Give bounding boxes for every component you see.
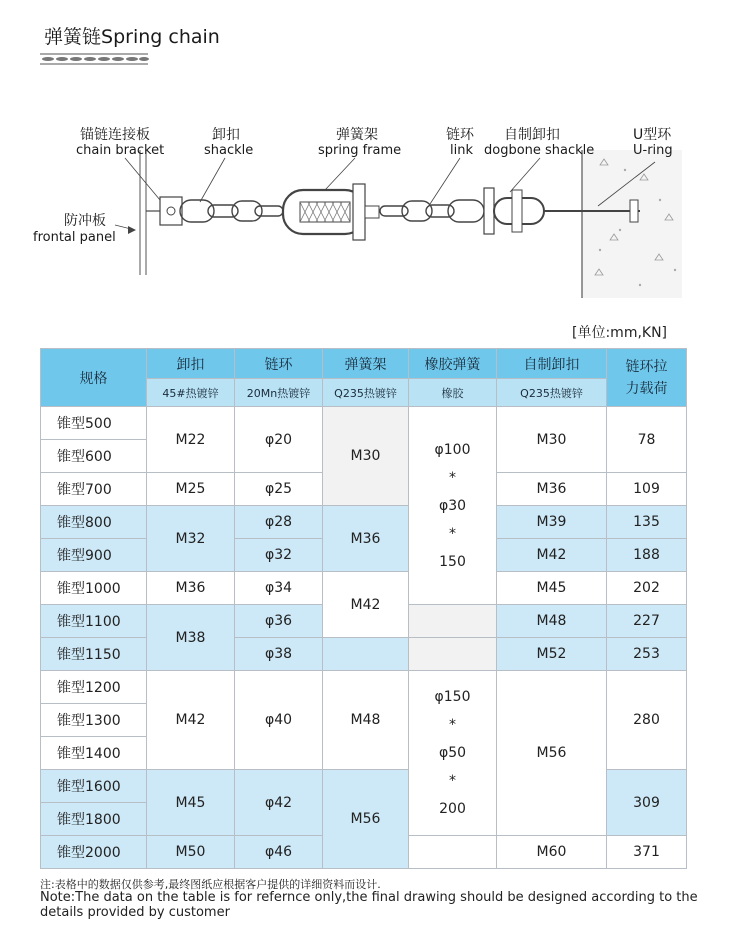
load-cell: 109	[607, 473, 687, 506]
label-dogbone-en: dogbone shackle	[484, 143, 595, 158]
spec-cell: 锥型700	[41, 473, 147, 506]
dogbone-cell: M60	[497, 836, 607, 869]
link-cell: φ32	[235, 539, 323, 572]
spec-cell: 锥型1100	[41, 605, 147, 638]
table-row	[41, 671, 687, 704]
spec-cell: 锥型800	[41, 506, 147, 539]
rubber-value: φ100	[434, 441, 471, 458]
link-cell: φ25	[235, 473, 323, 506]
subheader-shackle: 45#热镀锌	[147, 379, 235, 407]
rubber-blank	[409, 605, 497, 638]
dogbone-cell: M39	[497, 506, 607, 539]
title-cn: 弹簧链	[44, 26, 102, 48]
note-en: Note:The data on the table is for refernce only,the final drawing should be designed according to the details provided by customer	[40, 890, 698, 920]
link-cell: φ34	[235, 572, 323, 605]
link-cell: φ40	[235, 671, 323, 770]
label-shackle-cn: 卸扣	[212, 127, 240, 143]
note-cn: 注:表格中的数据仅供参考,最终图纸应根据客户提供的详细资料而设计.	[40, 878, 381, 891]
spring-frame-cell: M30	[323, 407, 409, 506]
rubber-value: φ150	[434, 689, 471, 705]
shackle-cell: M42	[147, 671, 235, 770]
label-spring-frame-cn: 弹簧架	[336, 127, 378, 143]
load-cell: 202	[607, 572, 687, 605]
dogbone-cell: M42	[497, 539, 607, 572]
header-dogbone: 自制卸扣	[497, 349, 607, 379]
spec-cell: 锥型900	[41, 539, 147, 572]
spec-cell: 锥型1400	[41, 737, 147, 770]
load-cell: 188	[607, 539, 687, 572]
link-cell: φ20	[235, 407, 323, 473]
rubber-cell	[409, 671, 497, 836]
load-cell: 135	[607, 506, 687, 539]
spring-frame-cell: M56	[323, 770, 409, 869]
shackle-cell: M50	[147, 836, 235, 869]
unit-note: [单位:mm,KN]	[572, 325, 668, 341]
label-frontal-en: frontal panel	[33, 230, 116, 245]
link-cell: φ46	[235, 836, 323, 869]
dogbone-shackle	[484, 188, 544, 234]
label-dogbone-cn: 自制卸扣	[504, 127, 560, 143]
spring-chain-diagram	[0, 110, 735, 305]
frontal-panel-post	[140, 150, 146, 275]
load-cell: 371	[607, 836, 687, 869]
spring-frame-blank	[323, 638, 409, 671]
dogbone-cell: M56	[497, 671, 607, 836]
dogbone-cell: M30	[497, 407, 607, 473]
spec-cell: 锥型500	[41, 407, 147, 440]
header-link: 链环	[235, 349, 323, 379]
rubber-blank	[409, 836, 497, 869]
load-cell: 253	[607, 638, 687, 671]
load-cell: 280	[607, 671, 687, 770]
wall	[582, 150, 682, 298]
shackle-cell: M36	[147, 572, 235, 605]
shackle-cell: M45	[147, 770, 235, 836]
subheader-spring-frame: Q235热镀锌	[323, 379, 409, 407]
label-spring-frame-en: spring frame	[318, 143, 402, 158]
rubber-value: *	[449, 525, 456, 542]
dogbone-cell: M36	[497, 473, 607, 506]
spec-cell: 锥型1200	[41, 671, 147, 704]
shackle-cell: M25	[147, 473, 235, 506]
spec-table	[40, 348, 687, 869]
rubber-blank	[409, 638, 497, 671]
rubber-cell	[409, 407, 497, 605]
spec-cell: 锥型1600	[41, 770, 147, 803]
header-spring-frame: 弹簧架	[323, 349, 409, 379]
frontal-arrow	[128, 226, 136, 234]
label-uring-en: U-ring	[633, 143, 673, 158]
chain-links	[180, 200, 283, 222]
subheader-rubber-spring: 橡胶	[409, 379, 497, 407]
spec-cell: 锥型2000	[41, 836, 147, 869]
spring-frame-cell: M42	[323, 572, 409, 638]
spec-cell: 锥型1150	[41, 638, 147, 671]
shackle-cell: M22	[147, 407, 235, 473]
load-cell: 78	[607, 407, 687, 473]
link-cell: φ36	[235, 605, 323, 638]
label-chain-bracket-cn: 锚链连接板	[80, 127, 150, 143]
link-cell: φ42	[235, 770, 323, 836]
table-row	[41, 572, 687, 605]
rubber-value: *	[449, 717, 456, 733]
rubber-value: 150	[439, 553, 466, 570]
header-rubber-spring: 橡胶弹簧	[409, 349, 497, 379]
page-title	[44, 22, 220, 49]
rubber-value: *	[449, 469, 456, 486]
chain-decoration	[40, 52, 150, 66]
table-row	[41, 506, 687, 539]
spec-cell: 锥型1000	[41, 572, 147, 605]
spec-cell: 锥型1800	[41, 803, 147, 836]
header-load: 链环拉力载荷	[607, 349, 687, 407]
spring-frame-cell: M48	[323, 671, 409, 770]
dogbone-cell: M52	[497, 638, 607, 671]
label-frontal-cn: 防冲板	[64, 213, 106, 229]
label-link-cn: 链环	[446, 127, 474, 143]
table-row	[41, 638, 687, 671]
chain-bracket	[146, 197, 182, 225]
link-cell: φ28	[235, 506, 323, 539]
rubber-value: φ30	[438, 497, 467, 514]
title-en: Spring chain	[101, 26, 220, 48]
rubber-value: 200	[439, 801, 466, 817]
rubber-value: *	[449, 773, 456, 789]
table-row	[41, 407, 687, 440]
load-cell: 309	[607, 770, 687, 836]
shackle-cell: M32	[147, 506, 235, 572]
label-uring-cn: U型环	[633, 127, 672, 143]
dogbone-cell: M48	[497, 605, 607, 638]
dogbone-cell: M45	[497, 572, 607, 605]
header-shackle: 卸扣	[147, 349, 235, 379]
header-spec: 规格	[41, 349, 147, 407]
leader-lines	[115, 158, 655, 230]
subheader-link: 20Mn热镀锌	[235, 379, 323, 407]
spec-cell: 锥型1300	[41, 704, 147, 737]
shackle-cell: M38	[147, 605, 235, 671]
label-shackle-en: shackle	[204, 143, 254, 158]
link-cell: φ38	[235, 638, 323, 671]
links-right	[380, 200, 484, 222]
spring-frame-cell: M36	[323, 506, 409, 572]
spring-frame	[283, 184, 379, 240]
load-cell: 227	[607, 605, 687, 638]
subheader-dogbone: Q235热镀锌	[497, 379, 607, 407]
spec-cell: 锥型600	[41, 440, 147, 473]
rubber-value: φ50	[438, 745, 467, 761]
label-link-en: link	[450, 143, 473, 158]
label-chain-bracket-en: chain bracket	[76, 143, 165, 158]
